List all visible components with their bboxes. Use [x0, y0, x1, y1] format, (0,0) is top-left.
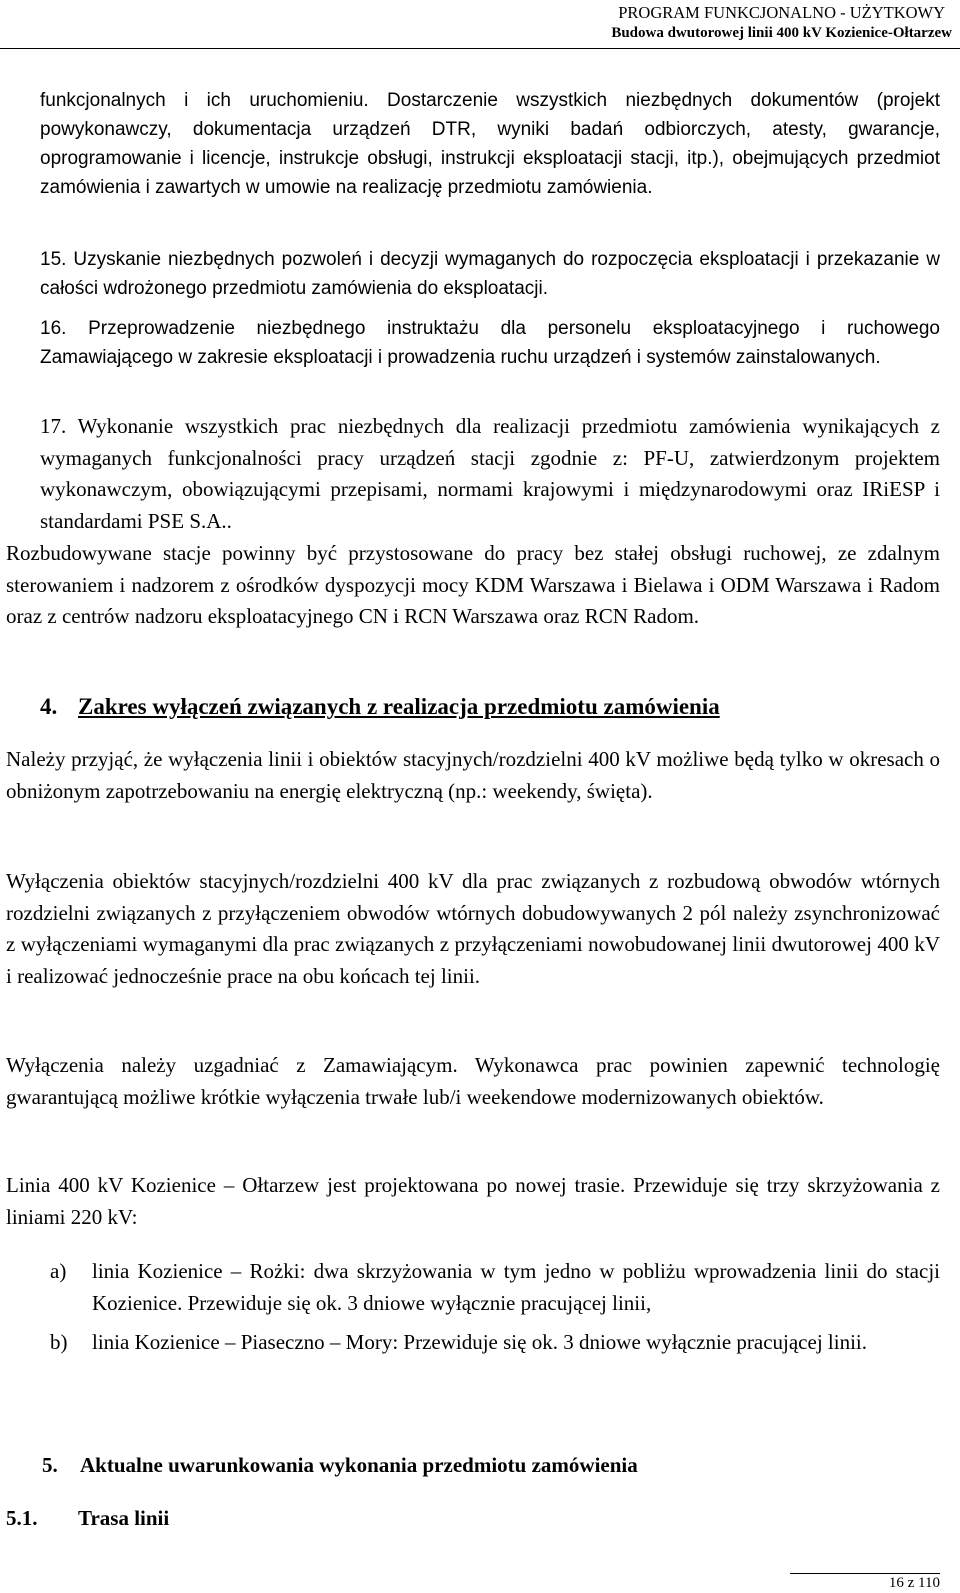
section-number: 4. — [40, 694, 58, 719]
paragraph-text: Linia 400 kV Kozienice – Ołtarzew jest projektowana po nowej trasie. Przewiduje się trzy skrzyżowania z liniami 220 kV: — [6, 1173, 940, 1229]
intro-text: funkcjonalnych i ich uruchomieniu. Dostarczenie wszystkich niezbędnych dokumentów (projekt powykonawczy, dokumentacja urządzeń DTR, wyniki badań odbiorczych, atesty, gwarancje, oprogramowanie i licencje, instrukcje obsługi, instrukcji eksploatacji stacji, itp.), obejmujących przedmiot zamówienia i zawartych w umowie na realizację przedmiotu zamówienia. — [40, 90, 940, 198]
section-4-heading — [40, 692, 720, 722]
list-item-16 — [40, 314, 940, 372]
header-program-title: PROGRAM FUNKCJONALNO - UŻYTKOWY — [618, 3, 946, 22]
paragraph-outage-periods — [6, 744, 940, 807]
paragraph-outage-agreement — [6, 1050, 940, 1113]
paragraph-text: Należy przyjąć, że wyłączenia linii i obiektów stacyjnych/rozdzielni 400 kV możliwe będą tylko w okresach o obniżonym zapotrzebowaniu na energię elektryczną (np.: weekendy, święta). — [6, 747, 940, 803]
section-number: 5.1. — [6, 1506, 38, 1530]
page-header — [611, 3, 952, 43]
item-text: Uzyskanie niezbędnych pozwoleń i decyzji wymaganych do rozpoczęcia eksploatacji i przekazanie w całości wdrożonego przedmiotu zamówienia do eksploatacji. — [40, 249, 940, 299]
item-text: Przeprowadzenie niezbędnego instruktażu dla personelu eksploatacyjnego i ruchowego Zamawiającego w zakresie eksploatacji i prowadzenia ruchu urządzeń i systemów zainstalowanych. — [40, 318, 940, 368]
intro-paragraph — [40, 86, 940, 202]
item-text: Wykonanie wszystkich prac niezbędnych dla realizacji przedmiotu zamówienia wynikających z wymaganych funkcjonalności pracy urządzeń stacji zgodnie z: PF-U, zatwierdzonym projektem wykonawczym, obowiązującymi przepisami, normami krajowymi i międzynarodowymi oraz IRiESP i standardami PSE S.A.. — [40, 414, 941, 533]
paragraph-line-route — [6, 1170, 940, 1233]
section-5-1-heading — [6, 1504, 169, 1532]
paragraph-text: Wyłączenia należy uzgadniać z Zamawiającym. Wykonawca prac powinien zapewnić technologię gwarantującą możliwe krótkie wyłączenia trwałe lub/i weekendowe modernizowanych obiektów. — [6, 1053, 940, 1109]
list-item — [50, 1256, 940, 1319]
section-5-heading — [42, 1451, 638, 1479]
list-marker: b) — [50, 1330, 68, 1354]
list-item-text: linia Kozienice – Rożki: dwa skrzyżowania w tym jedno w pobliżu wprowadzenia linii do stacji Kozienice. Przewiduje się ok. 3 dniowe wyłącznie pracującej linii, — [92, 1259, 940, 1315]
section-title: Zakres wyłączeń związanych z realizacja przedmiotu zamówienia — [78, 694, 720, 719]
list-item-17 — [40, 411, 940, 537]
paragraph-text: Wyłączenia obiektów stacyjnych/rozdzielni 400 kV dla prac związanych z rozbudową obwodów wtórnych rozdzielni związanych z przyłączeniem obwodów wtórnych dobudowywanych 2 pól należy zsynchronizować z wyłączeniami wymaganymi dla prac związanych z przyłączeniami nowobudowanej linii dwutorowej 400 kV i realizować jednocześnie prace na obu końcach tej linii. — [6, 869, 940, 988]
header-rule — [0, 48, 960, 49]
item-number: 15. — [40, 249, 67, 270]
list-item — [50, 1327, 940, 1359]
stations-text: Rozbudowywane stacje powinny być przystosowane do pracy bez stałej obsługi ruchowej, ze zdalnym sterowaniem i nadzorem z ośrodków dyspozycji mocy KDM Warszawa i Bielawa i ODM Warszawa i Radom oraz z centrów nadzoru eksploatacyjnego CN i RCN Warszawa oraz RCN Radom. — [6, 541, 940, 628]
stations-paragraph — [6, 538, 940, 633]
item-number: 16. — [40, 318, 67, 339]
list-item-15 — [40, 245, 940, 303]
section-number: 5. — [42, 1453, 58, 1477]
header-project-title: Budowa dwutorowej linii 400 kV Kozienice-Ołtarzew — [611, 25, 952, 41]
item-number: 17. — [40, 414, 67, 438]
list-item-text: linia Kozienice – Piaseczno – Mory: Przewiduje się ok. 3 dniowe wyłącznie pracującej linii. — [92, 1330, 868, 1354]
section-title: Aktualne uwarunkowania wykonania przedmiotu zamówienia — [80, 1453, 638, 1477]
page-number: 16 z 110 — [888, 1575, 940, 1591]
crossings-list — [50, 1256, 940, 1359]
paragraph-outage-sync — [6, 866, 940, 992]
section-title: Trasa linii — [78, 1506, 170, 1530]
list-marker: a) — [50, 1259, 67, 1283]
